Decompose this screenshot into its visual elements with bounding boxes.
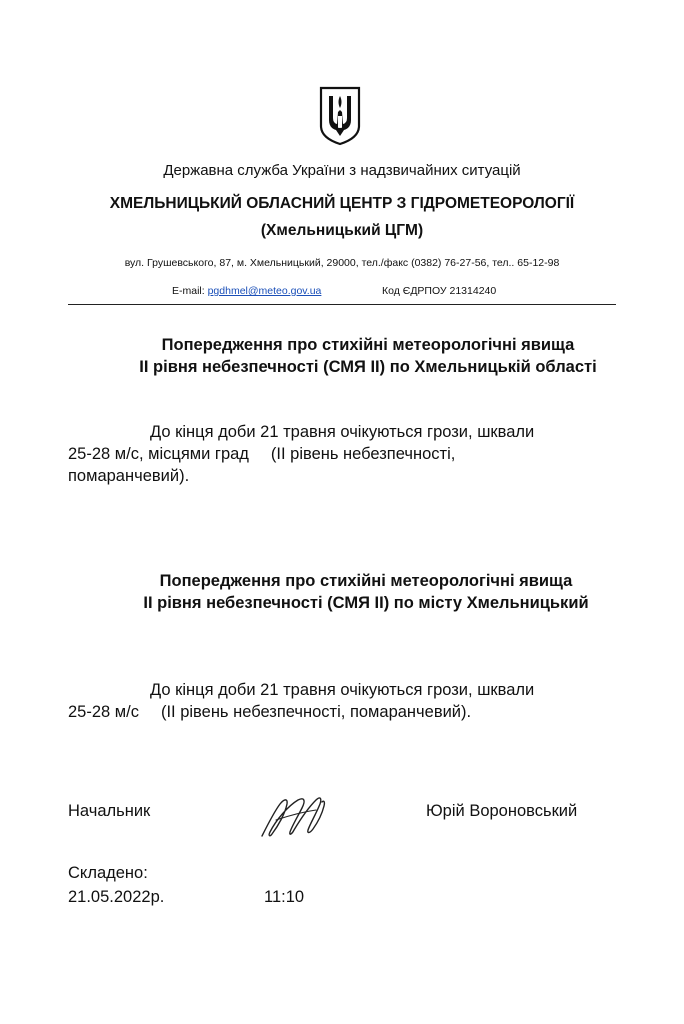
warning-text-line: 25-28 м/с (II рівень небезпечності, помаранчевий). [68, 703, 472, 721]
warning-text-city [68, 679, 534, 723]
warning-title-region [26, 334, 684, 378]
ukraine-trident-icon [318, 86, 362, 146]
header-divider [68, 304, 616, 305]
handwritten-signature [258, 790, 336, 842]
email-link[interactable]: pgdhmel@meteo.gov.ua [207, 285, 322, 297]
warning-title-city [24, 570, 684, 614]
warning-title-line: II рівня небезпечності (СМЯ II) по Хмельницькій області [139, 358, 597, 376]
signer-position: Начальник [68, 802, 151, 820]
warning-title-line: Попередження про стихійні метеорологічні явища [159, 572, 573, 590]
edrpou-code: Код ЄДРПОУ 21314240 [382, 285, 497, 297]
warning-text-line: помаранчевий). [68, 467, 190, 485]
warning-text-region [68, 421, 534, 487]
warning-title-line: II рівня небезпечності (СМЯ II) по місту Хмельницький [143, 594, 589, 612]
contacts-line [172, 285, 497, 297]
warning-text-line: 25-28 м/с, місцями град (II рівень небезпечності, [68, 445, 456, 463]
warning-text-line: До кінця доби 21 травня очікуються грози, шквали [150, 681, 535, 699]
agency-name: Державна служба України з надзвичайних ситуацій [163, 162, 521, 179]
compiled-label: Складено: [68, 864, 148, 882]
organization-address: вул. Грушевського, 87, м. Хмельницький, 29000, тел./факс (0382) 76-27-56, тел.. 65-12-98 [124, 257, 560, 269]
organization-short-name: (Хмельницький ЦГМ) [260, 222, 424, 239]
signer-name: Юрій Вороновський [426, 802, 578, 820]
warning-text-line: До кінця доби 21 травня очікуються грози, шквали [150, 423, 535, 441]
compiled-date: 21.05.2022р. [68, 888, 165, 906]
compiled-time: 11:10 [264, 888, 305, 906]
warning-title-line: Попередження про стихійні метеорологічні явища [161, 336, 575, 354]
organization-name: ХМЕЛЬНИЦЬКИЙ ОБЛАСНИЙ ЦЕНТР З ГІДРОМЕТЕОРОЛОГІЇ [109, 195, 575, 212]
email-label: E-mail: [172, 285, 205, 297]
